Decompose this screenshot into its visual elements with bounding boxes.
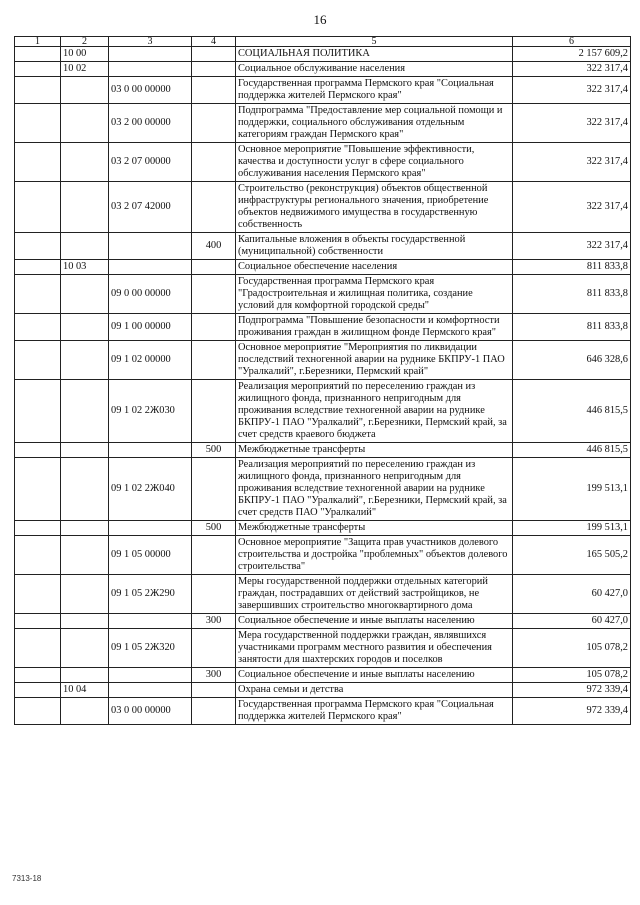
target-article-cell: 03 2 07 00000 [109, 143, 192, 182]
amount-cell: 105 078,2 [513, 629, 631, 668]
amount-cell: 972 339,4 [513, 683, 631, 698]
name-cell: Подпрограмма "Предоставление мер социальной помощи и поддержки, социального обслуживания отдельным категориям граждан Пермского края" [236, 104, 513, 143]
table-row [15, 614, 631, 629]
name-cell: Мера государственной поддержки граждан, являвшихся участниками программ местного развития и обеспечения занятости для шахтерских городов и поселков [236, 629, 513, 668]
subsection-code-cell [61, 314, 109, 341]
section-cell [15, 443, 61, 458]
name-cell: Основное мероприятие "Мероприятия по ликвидации последствий техногенной аварии на руднике БКПРУ-1 ПАО "Уралкалий", г.Березники, Пермский край" [236, 341, 513, 380]
amount-cell: 322 317,4 [513, 233, 631, 260]
expense-type-cell [192, 314, 236, 341]
name-cell: Социальное обеспечение населения [236, 260, 513, 275]
expense-type-cell [192, 575, 236, 614]
expense-type-cell [192, 260, 236, 275]
subsection-code-cell [61, 275, 109, 314]
subsection-code-cell [61, 443, 109, 458]
amount-cell: 2 157 609,2 [513, 47, 631, 62]
column-header: 6 [513, 37, 631, 47]
expense-type-cell [192, 536, 236, 575]
amount-cell: 322 317,4 [513, 182, 631, 233]
target-article-cell: 09 1 02 2Ж030 [109, 380, 192, 443]
table-row [15, 233, 631, 260]
page-number: 16 [313, 12, 327, 27]
table-row [15, 380, 631, 443]
name-cell: Охрана семьи и детства [236, 683, 513, 698]
name-cell: Государственная программа Пермского края "Социальная поддержка жителей Пермского края" [236, 77, 513, 104]
target-article-cell [109, 443, 192, 458]
section-cell [15, 683, 61, 698]
expense-type-cell [192, 341, 236, 380]
section-cell [15, 275, 61, 314]
table-row [15, 698, 631, 725]
table-row [15, 314, 631, 341]
document-footer-code: 7313-18 [12, 874, 42, 883]
table-row [15, 104, 631, 143]
expense-type-cell [192, 380, 236, 443]
subsection-code-cell [61, 182, 109, 233]
section-cell [15, 575, 61, 614]
target-article-cell: 03 0 00 00000 [109, 77, 192, 104]
section-cell [15, 182, 61, 233]
expense-type-cell: 500 [192, 443, 236, 458]
amount-cell: 811 833,8 [513, 275, 631, 314]
subsection-code-cell [61, 77, 109, 104]
subsection-code-cell: 10 04 [61, 683, 109, 698]
amount-cell: 105 078,2 [513, 668, 631, 683]
expense-type-cell [192, 62, 236, 77]
subsection-code-cell: 10 00 [61, 47, 109, 62]
name-cell: Капитальные вложения в объекты государственной (муниципальной) собственности [236, 233, 513, 260]
expense-type-cell [192, 104, 236, 143]
section-cell [15, 77, 61, 104]
expense-type-cell [192, 143, 236, 182]
target-article-cell [109, 260, 192, 275]
target-article-cell [109, 668, 192, 683]
subsection-code-cell [61, 521, 109, 536]
subsection-code-cell [61, 614, 109, 629]
name-cell: Основное мероприятие "Защита прав участников долевого строительства и достройка "проблемных" объектов долевого строительства" [236, 536, 513, 575]
table-row [15, 260, 631, 275]
amount-cell: 322 317,4 [513, 104, 631, 143]
table-row [15, 668, 631, 683]
amount-cell: 199 513,1 [513, 458, 631, 521]
table-row [15, 629, 631, 668]
name-cell: Реализация мероприятий по переселению граждан из жилищного фонда, признанного непригодным для проживания вследствие техногенной аварии на руднике БКПРУ-1 ПАО "Уралкалий", г.Березники, Пермский край, за счет средств ПАО "Уралкалий" [236, 458, 513, 521]
target-article-cell [109, 62, 192, 77]
table-row [15, 341, 631, 380]
table-row [15, 458, 631, 521]
subsection-code-cell [61, 458, 109, 521]
section-cell [15, 341, 61, 380]
name-cell: Межбюджетные трансферты [236, 443, 513, 458]
subsection-code-cell [61, 380, 109, 443]
table-header-row [15, 37, 631, 47]
table-row [15, 77, 631, 104]
target-article-cell: 09 1 05 00000 [109, 536, 192, 575]
expense-type-cell: 300 [192, 614, 236, 629]
expense-type-cell [192, 182, 236, 233]
name-cell: Подпрограмма "Повышение безопасности и комфортности проживания граждан в жилищном фонде Пермского края" [236, 314, 513, 341]
name-cell: Основное мероприятие "Повышение эффективности, качества и доступности услуг в сфере социального обслуживания населения Пермского края" [236, 143, 513, 182]
target-article-cell: 09 1 02 00000 [109, 341, 192, 380]
section-cell [15, 458, 61, 521]
expense-type-cell [192, 629, 236, 668]
name-cell: Социальное обеспечение и иные выплаты населению [236, 668, 513, 683]
name-cell: Государственная программа Пермского края "Социальная поддержка жителей Пермского края" [236, 698, 513, 725]
target-article-cell [109, 233, 192, 260]
section-cell [15, 629, 61, 668]
amount-cell: 199 513,1 [513, 521, 631, 536]
section-cell [15, 143, 61, 182]
section-cell [15, 521, 61, 536]
column-header: 2 [61, 37, 109, 47]
section-cell [15, 314, 61, 341]
table-row [15, 521, 631, 536]
table-row [15, 62, 631, 77]
table-row [15, 47, 631, 62]
target-article-cell: 09 1 05 2Ж290 [109, 575, 192, 614]
subsection-code-cell [61, 341, 109, 380]
subsection-code-cell [61, 698, 109, 725]
amount-cell: 60 427,0 [513, 575, 631, 614]
table-row [15, 683, 631, 698]
target-article-cell [109, 683, 192, 698]
target-article-cell: 09 1 05 2Ж320 [109, 629, 192, 668]
name-cell: СОЦИАЛЬНАЯ ПОЛИТИКА [236, 47, 513, 62]
name-cell: Социальное обеспечение и иные выплаты населению [236, 614, 513, 629]
column-header: 1 [15, 37, 61, 47]
expense-type-cell [192, 275, 236, 314]
expense-type-cell: 300 [192, 668, 236, 683]
name-cell: Государственная программа Пермского края "Градостроительная и жилищная политика, создание условий для комфортной городской среды" [236, 275, 513, 314]
section-cell [15, 233, 61, 260]
table-row [15, 575, 631, 614]
amount-cell: 811 833,8 [513, 260, 631, 275]
table-row [15, 443, 631, 458]
table-row [15, 143, 631, 182]
name-cell: Меры государственной поддержки отдельных категорий граждан, пострадавших от действий застройщиков, не завершивших строительство многоквартирного дома [236, 575, 513, 614]
subsection-code-cell [61, 629, 109, 668]
subsection-code-cell: 10 02 [61, 62, 109, 77]
section-cell [15, 104, 61, 143]
table-row [15, 275, 631, 314]
amount-cell: 646 328,6 [513, 341, 631, 380]
subsection-code-cell [61, 668, 109, 683]
name-cell: Межбюджетные трансферты [236, 521, 513, 536]
section-cell [15, 536, 61, 575]
amount-cell: 811 833,8 [513, 314, 631, 341]
column-header: 4 [192, 37, 236, 47]
amount-cell: 972 339,4 [513, 698, 631, 725]
target-article-cell: 09 0 00 00000 [109, 275, 192, 314]
section-cell [15, 698, 61, 725]
amount-cell: 60 427,0 [513, 614, 631, 629]
section-cell [15, 668, 61, 683]
subsection-code-cell [61, 143, 109, 182]
target-article-cell: 03 2 07 42000 [109, 182, 192, 233]
section-cell [15, 260, 61, 275]
target-article-cell: 09 1 00 00000 [109, 314, 192, 341]
table-row [15, 536, 631, 575]
expense-type-cell: 400 [192, 233, 236, 260]
column-header: 3 [109, 37, 192, 47]
section-cell [15, 614, 61, 629]
section-cell [15, 47, 61, 62]
table-row [15, 182, 631, 233]
target-article-cell: 09 1 02 2Ж040 [109, 458, 192, 521]
amount-cell: 322 317,4 [513, 62, 631, 77]
amount-cell: 165 505,2 [513, 536, 631, 575]
target-article-cell [109, 47, 192, 62]
amount-cell: 446 815,5 [513, 380, 631, 443]
amount-cell: 446 815,5 [513, 443, 631, 458]
subsection-code-cell: 10 03 [61, 260, 109, 275]
target-article-cell [109, 614, 192, 629]
section-cell [15, 62, 61, 77]
expense-type-cell [192, 77, 236, 104]
expense-type-cell [192, 458, 236, 521]
amount-cell: 322 317,4 [513, 77, 631, 104]
expense-type-cell: 500 [192, 521, 236, 536]
expense-type-cell [192, 47, 236, 62]
target-article-cell: 03 0 00 00000 [109, 698, 192, 725]
name-cell: Строительство (реконструкция) объектов общественной инфраструктуры регионального значения, приобретение объектов недвижимого имущества в государственную собственность [236, 182, 513, 233]
subsection-code-cell [61, 104, 109, 143]
name-cell: Социальное обслуживание населения [236, 62, 513, 77]
column-header: 5 [236, 37, 513, 47]
subsection-code-cell [61, 536, 109, 575]
budget-table [14, 36, 631, 725]
target-article-cell [109, 521, 192, 536]
amount-cell: 322 317,4 [513, 143, 631, 182]
subsection-code-cell [61, 575, 109, 614]
expense-type-cell [192, 683, 236, 698]
expense-type-cell [192, 698, 236, 725]
section-cell [15, 380, 61, 443]
target-article-cell: 03 2 00 00000 [109, 104, 192, 143]
subsection-code-cell [61, 233, 109, 260]
name-cell: Реализация мероприятий по переселению граждан из жилищного фонда, признанного непригодным для проживания вследствие техногенной аварии на руднике БКПРУ-1 ПАО "Уралкалий", г.Березники, Пермский край, за счет средств краевого бюджета [236, 380, 513, 443]
